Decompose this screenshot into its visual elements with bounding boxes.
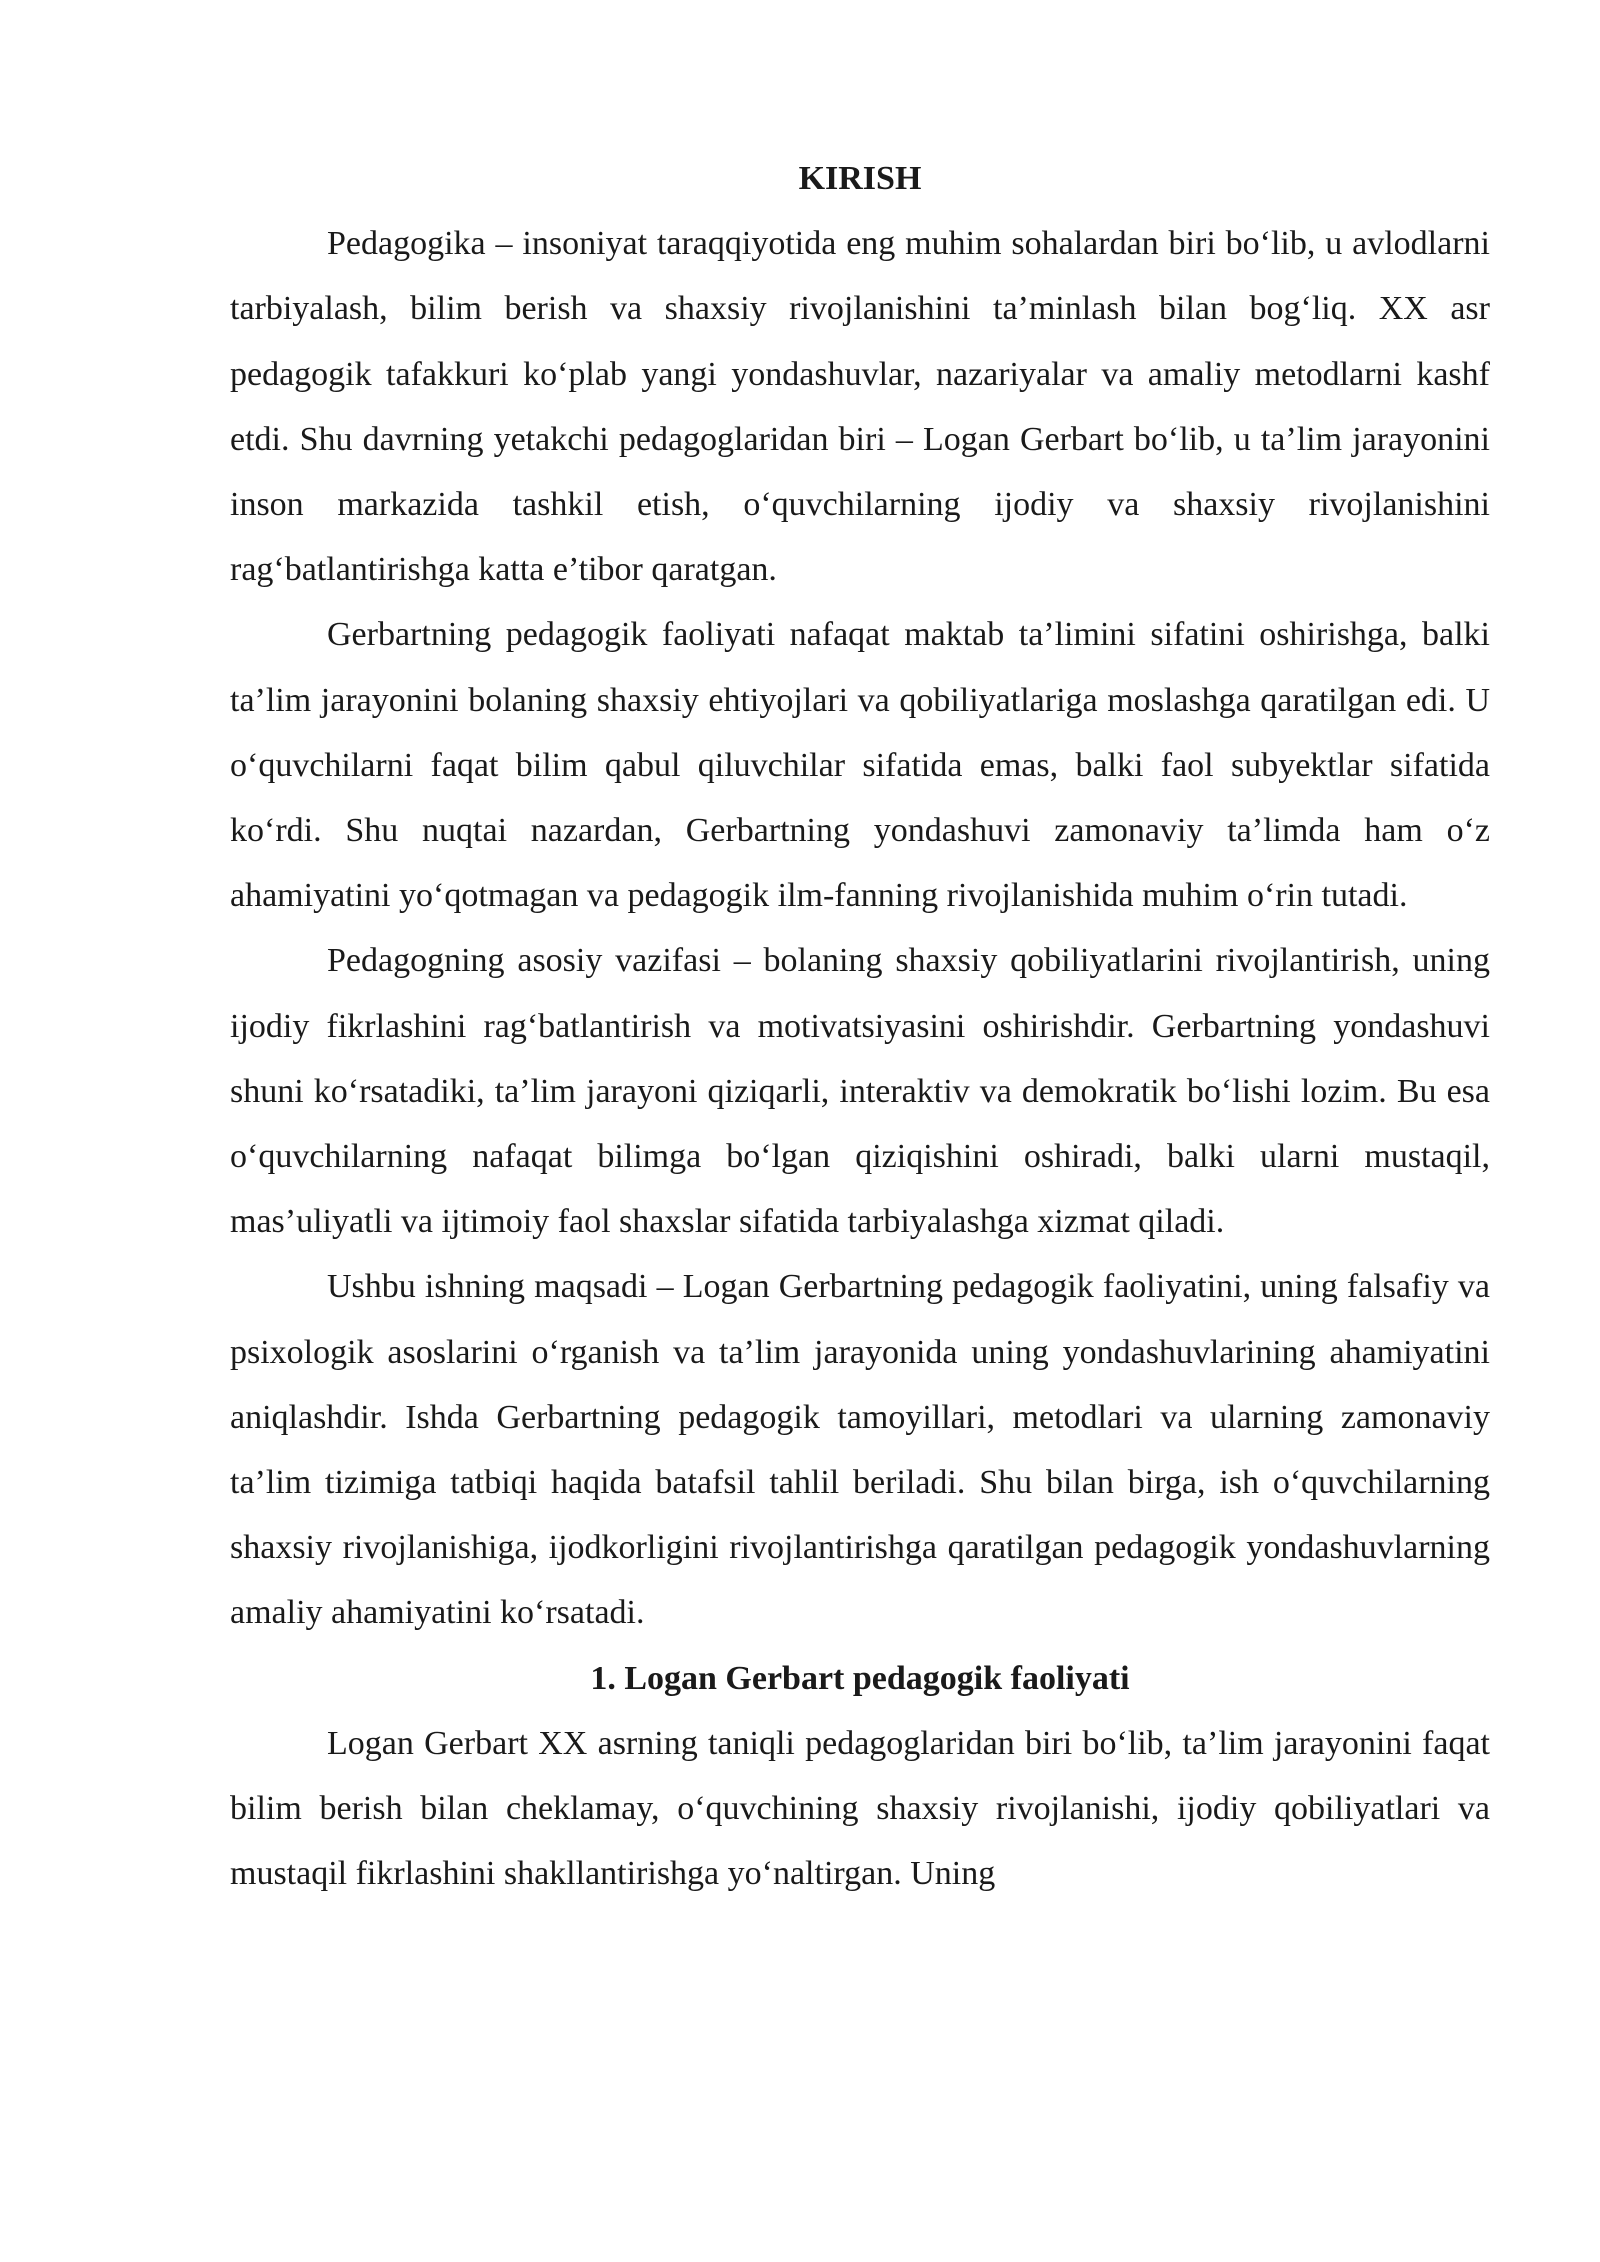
document-page — [230, 146, 1490, 1906]
paragraph: Ushbu ishning maqsadi – Logan Gerbartning pedagogik faoliyatini, uning falsafiy va psixologik asoslarini o‘rganish va ta’lim jarayonida uning yondashuvlarining ahamiyatini aniqlashdir. Ishda Gerbartning pedagogik tamoyillari, metodlari va ularning zamonaviy ta’lim tizimiga tatbiqi haqida batafsil tahlil beriladi. Shu bilan birga, ish o‘quvchilarning shaxsiy rivojlanishiga, ijodkorligini rivojlantirishga qaratilgan pedagogik yondashuvlarning amaliy ahamiyatini ko‘rsatadi. — [230, 1268, 1490, 1632]
paragraph: Pedagogika – insoniyat taraqqiyotida eng muhim sohalardan biri bo‘lib, u avlodlarni tarbiyalash, bilim berish va shaxsiy rivojlanishini ta’minlash bilan bog‘liq. XX asr pedagogik tafakkuri ko‘plab yangi yondashuvlar, nazariyalar va amaliy metodlarni kashf etdi. Shu davrning yetakchi pedagoglaridan biri – Logan Gerbart bo‘lib, u ta’lim jarayonini inson markazida tashkil etish, o‘quvchilarning ijodiy va shaxsiy rivojlanishini rag‘batlantirishga katta e’tibor qaratgan. — [230, 225, 1490, 589]
section-heading-1: 1. Logan Gerbart pedagogik faoliyati — [590, 1659, 1130, 1697]
paragraph: Logan Gerbart XX asrning taniqli pedagoglaridan biri bo‘lib, ta’lim jarayonini faqat bilim berish bilan cheklamay, o‘quvchining shaxsiy rivojlanishi, ijodiy qobiliyatlari va mustaqil fikrlashini shakllantirishga yo‘naltirgan. Uning — [230, 1724, 1490, 1893]
paragraph: Gerbartning pedagogik faoliyati nafaqat maktab ta’limini sifatini oshirishga, balki ta’lim jarayonini bolaning shaxsiy ehtiyojlari va qobiliyatlariga moslashga qaratilgan edi. U o‘quvchilarni faqat bilim qabul qiluvchilar sifatida emas, balki faol subyektlar sifatida ko‘rdi. Shu nuqtai nazardan, Gerbartning yondashuvi zamonaviy ta’limda ham o‘z ahamiyatini yo‘qotmagan va pedagogik ilm-fanning rivojlanishida muhim o‘rin tutadi. — [230, 616, 1490, 915]
paragraph: Pedagogning asosiy vazifasi – bolaning shaxsiy qobiliyatlarini rivojlantirish, uning ijodiy fikrlashini rag‘batlantirish va motivatsiyasini oshirishdir. Gerbartning yondashuvi shuni ko‘rsatadiki, ta’lim jarayoni qiziqarli, interaktiv va demokratik bo‘lishi lozim. Bu esa o‘quvchilarning nafaqat bilimga bo‘lgan qiziqishini oshiradi, balki ularni mustaqil, mas’uliyatli va ijtimoiy faol shaxslar sifatida tarbiyalashga xizmat qiladi. — [230, 942, 1490, 1241]
section-heading-intro: KIRISH — [798, 160, 922, 197]
